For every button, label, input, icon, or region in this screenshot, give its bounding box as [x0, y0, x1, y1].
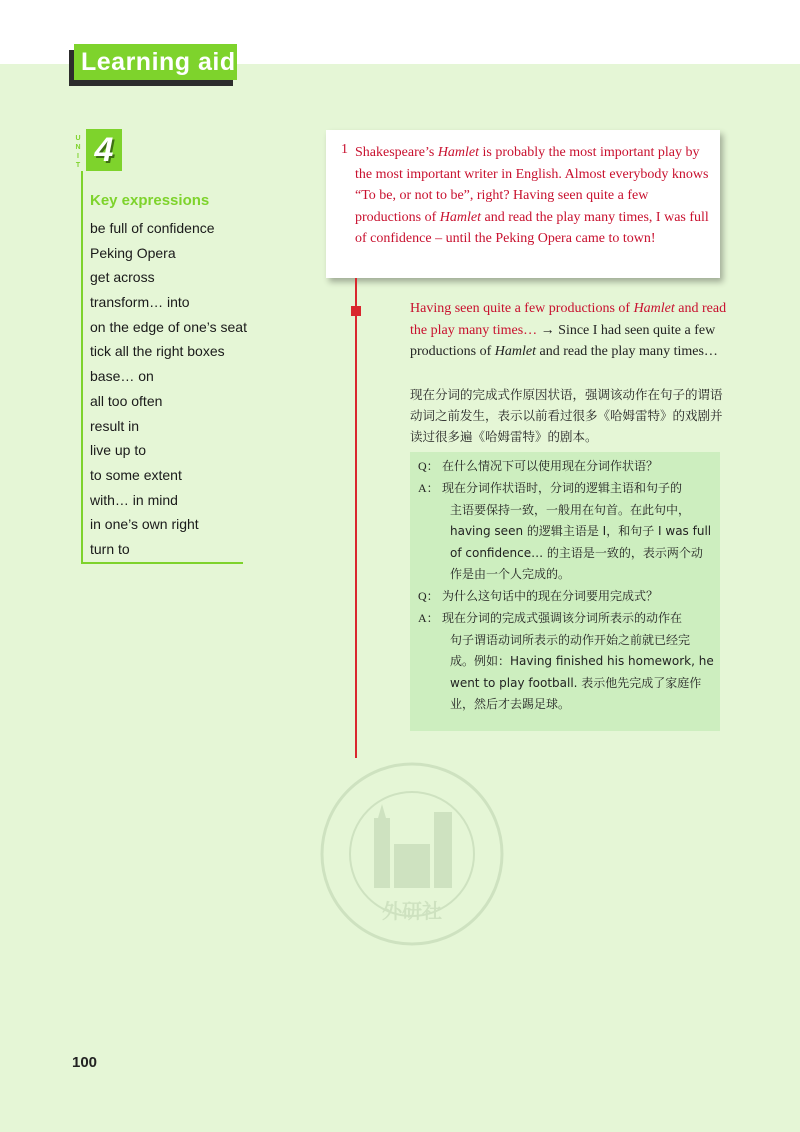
unit-letter: N: [75, 144, 81, 151]
qa-line: 主语要保持一致，一般用在句首。在此句中，: [450, 502, 691, 517]
qa-label: A：: [418, 481, 439, 495]
key-expressions-title: Key expressions: [90, 192, 210, 209]
quote-number: 1: [341, 142, 348, 157]
quote-text-part: and read the play many times, I was full of confidence – until the Peking Opera came to town!: [355, 209, 709, 247]
publisher-watermark: [318, 760, 506, 948]
note-highlight-part: Having seen quite a few productions of: [410, 301, 634, 316]
key-expression-item: transform… into: [90, 294, 190, 311]
note-paraphrase-part: and read the play many times…: [535, 344, 718, 359]
quote-text-title: Hamlet: [437, 145, 480, 160]
note-chinese-explanation: 现在分词的完成式作原因状语，强调该动作在句子的谓语动词之前发生，表示以前看过很多《哈姆雷特》的戏剧并读过很多遍《哈姆雷特》的剧本。: [410, 387, 723, 444]
watermark-tower-left: [374, 818, 390, 888]
key-expression-item: with… in mind: [90, 491, 178, 508]
unit-vertical-label: [73, 134, 83, 170]
key-expression-item: get across: [90, 269, 155, 286]
note-arrow: →: [537, 322, 559, 338]
grammar-note: [410, 298, 730, 363]
note-vertical-rule: [355, 278, 357, 758]
qa-line: 现在分词的完成式强调该分词所表示的动作在: [442, 611, 683, 625]
note-highlight-title: Hamlet: [633, 301, 675, 316]
watermark-text: 外研社: [382, 899, 442, 923]
unit-number-badge: 4: [86, 129, 122, 171]
qa-box: [410, 452, 720, 731]
qa-line: 成。例如：Having finished his homework, he: [450, 654, 714, 668]
qa-line: of confidence… 的主语是一致的，表示两个动: [450, 545, 703, 560]
watermark-tower-right: [434, 812, 452, 888]
qa-line: having seen 的逻辑主语是 I，和句子 I was full: [450, 524, 712, 538]
note-paraphrase-title: Hamlet: [494, 344, 536, 359]
watermark-building-middle: [394, 844, 430, 888]
key-expressions-vertical-rule: [81, 171, 83, 564]
page-number: 100: [72, 1054, 98, 1071]
qa-line: 为什么这句话中的现在分词要用完成式？: [442, 589, 659, 603]
qa-line: 业，然后才去踢足球。: [450, 697, 571, 711]
qa-line: 句子谓语动词所表示的动作开始之前就已经完: [450, 632, 691, 647]
qa-text: [442, 586, 714, 608]
key-expression-item: Peking Opera: [90, 244, 176, 261]
qa-text: [442, 456, 714, 478]
key-expressions-list: [90, 217, 250, 563]
qa-line: 在什么情况下可以使用现在分词作状语？: [442, 459, 659, 473]
key-expression-item: all too often: [90, 392, 163, 409]
unit-letter: I: [77, 153, 79, 160]
quote-card: [326, 130, 720, 278]
unit-letter: U: [75, 135, 81, 142]
quote-text-part: is probably the most important play by the most important writer in English. Almost everybody knows “To be, or not to be”, right? Having seen quite a few productions of: [355, 145, 709, 225]
qa-line: 作是由一个人完成的。: [450, 567, 571, 581]
key-expression-item: to some extent: [90, 466, 182, 483]
watermark-spire: [378, 804, 386, 818]
quote-text: [355, 142, 710, 250]
qa-label: Q：: [418, 589, 439, 603]
qa-text: [442, 478, 714, 586]
watermark-building-icon: [374, 804, 452, 888]
key-expression-item: live up to: [90, 442, 147, 459]
key-expression-item: on the edge of one’s seat: [90, 318, 247, 335]
quote-text-part: Shakespeare’s: [355, 145, 438, 160]
qa-label: A：: [418, 611, 439, 625]
qa-label: Q：: [418, 459, 439, 473]
qa-text: [442, 608, 714, 716]
note-highlight-part: and read the play many times…: [410, 301, 727, 338]
qa-line: went to play football. 表示他先完成了家庭作: [450, 675, 702, 690]
unit-letter: T: [75, 162, 81, 169]
note-paraphrase-part: Since I had seen quite a few productions of: [410, 322, 716, 359]
key-expression-item: in one’s own right: [90, 516, 199, 533]
note-bullet-marker: [351, 306, 361, 316]
learning-aid-label: Learning aid: [74, 44, 237, 80]
key-expression-item: base… on: [90, 368, 154, 385]
key-expression-item: be full of confidence: [90, 220, 215, 236]
key-expression-item: tick all the right boxes: [90, 343, 225, 360]
quote-text-title: Hamlet: [439, 209, 481, 225]
key-expression-item: result in: [90, 417, 140, 434]
qa-line: 现在分词作状语时，分词的逻辑主语和句子的: [442, 481, 683, 495]
key-expression-item: turn to: [90, 540, 130, 557]
